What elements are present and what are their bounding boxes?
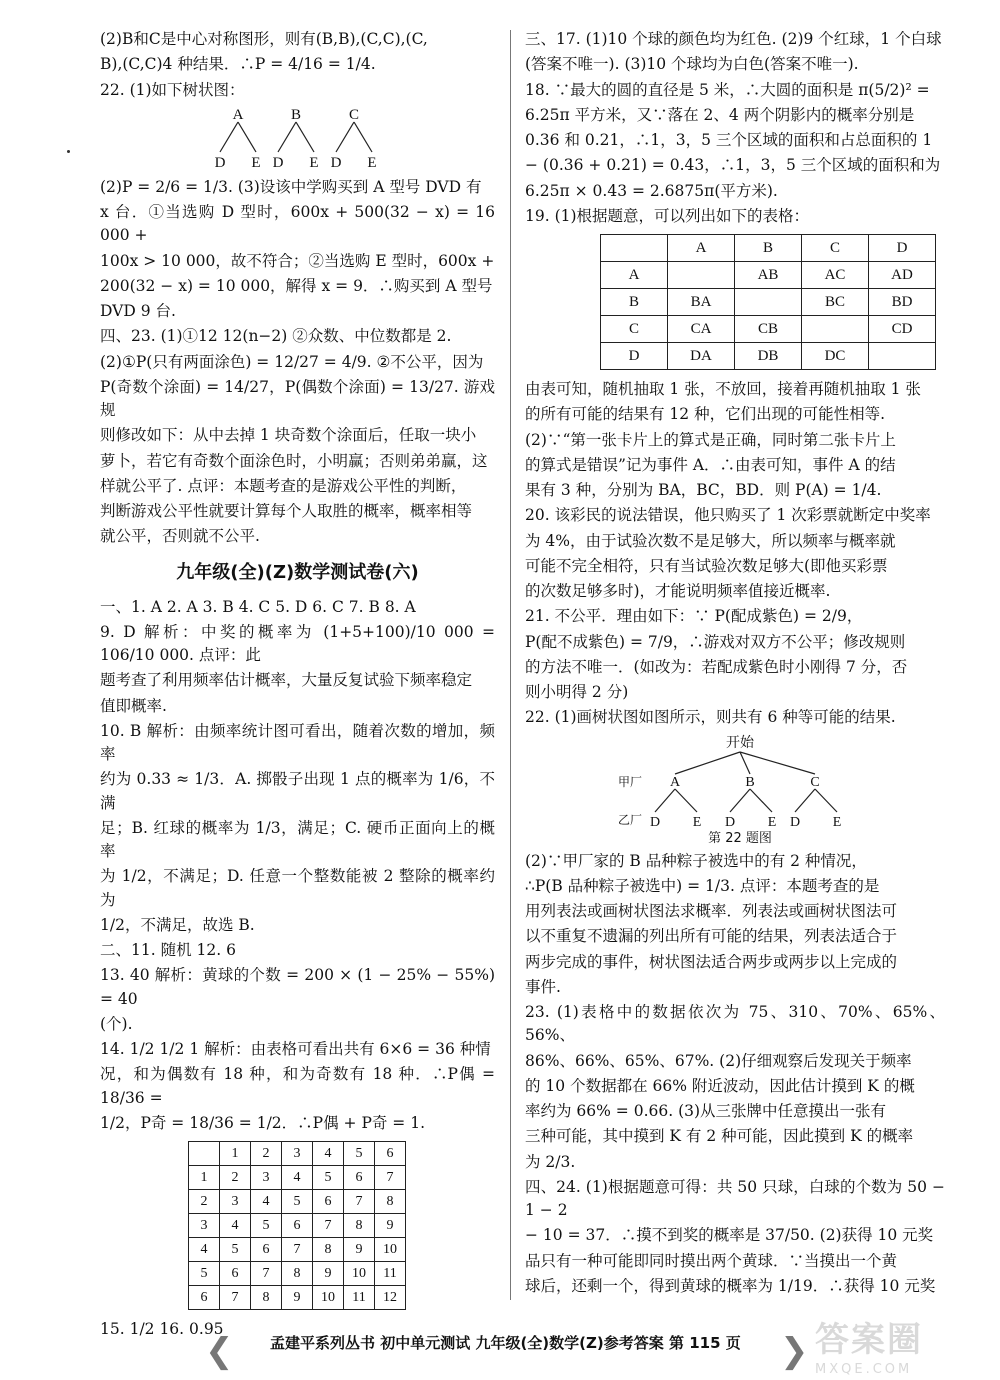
table-cell: 8 <box>313 1238 344 1262</box>
text-line: 可能不完全相符，只有当试验次数足够大(即他买彩票 <box>525 556 888 575</box>
tree-label: 甲厂 <box>617 774 643 789</box>
table-cell <box>802 316 869 343</box>
text-line: 约为 0.33 ≈ 1/3．A. 掷骰子出现 1 点的概率为 1/6，不满 <box>100 770 495 812</box>
table-cell: 8 <box>344 1214 375 1238</box>
table-cell: 7 <box>344 1190 375 1214</box>
text-line: 6.25π 平方米，又∵落在 2、4 两个阴影内的概率分别是 <box>525 105 915 124</box>
tree-node: D <box>789 814 801 830</box>
table-cell: 4 <box>189 1238 220 1262</box>
tree-node: E <box>308 154 319 171</box>
tree-node: C <box>348 106 359 123</box>
text-line: 用列表法或画树状图法求概率．列表法或画树状图法可 <box>525 902 898 920</box>
tree-node: A <box>669 774 681 790</box>
text-line: ∴P(B 品种粽子被选中) = 1/3. 点评：本题考查的是 <box>525 876 880 895</box>
text-line: 22. (1)如下树状图： <box>100 80 245 99</box>
watermark-text: 答案圈 <box>815 1320 923 1360</box>
tree-root: 开始 <box>726 734 754 751</box>
tree-node: D <box>214 154 225 171</box>
tree-node: C <box>810 774 820 790</box>
table-cell: 4 <box>282 1166 313 1190</box>
table-cell: DA <box>668 343 735 370</box>
text-line: (2)①P(只有两面涂色) = 12/27 = 4/9. ②不公平，因为 <box>100 352 484 371</box>
sum-table-14 <box>188 1141 406 1310</box>
table-cell: 10 <box>313 1286 344 1310</box>
table-cell: 11 <box>375 1262 406 1286</box>
table-cell <box>735 289 802 316</box>
tree-node: E <box>832 814 842 830</box>
table-cell: 9 <box>282 1286 313 1310</box>
table-cell: 8 <box>251 1286 282 1310</box>
table-cell: 11 <box>344 1286 375 1310</box>
table-cell: D <box>869 235 936 262</box>
table-cell: 7 <box>282 1238 313 1262</box>
text-line: 6.25π × 0.43 = 2.6875π(平方米). <box>525 181 778 200</box>
table-cell: 7 <box>313 1214 344 1238</box>
text-line: P(配不成紫色) = 7/9，∴游戏对双方不公平；修改规则 <box>525 632 906 651</box>
text-line: 以不重复不遗漏的列出所有可能的结果，列表法适合于 <box>525 927 898 946</box>
table-cell: 9 <box>313 1262 344 1286</box>
table-cell: 4 <box>251 1190 282 1214</box>
table-cell: AC <box>802 262 869 289</box>
text-line: 二、11. 随机 12. 6 <box>100 941 236 959</box>
tree-node: D <box>330 154 341 171</box>
tree-diagram-22-left <box>198 106 398 172</box>
table-cell: 7 <box>251 1262 282 1286</box>
text-line: 200(32 − x) = 10 000，解得 x = 9．∴购买到 A 型号 <box>100 276 493 295</box>
column-divider <box>510 30 511 1300</box>
table-cell: 5 <box>251 1214 282 1238</box>
table-cell: AD <box>869 262 936 289</box>
text-line: 的算式是错误”记为事件 A．∴由表可知，事件 A 的结 <box>525 455 896 474</box>
text-line: 三种可能，其中摸到 K 有 2 种可能，因此摸到 K 的概率 <box>525 1127 914 1146</box>
text-line: (个). <box>100 1014 133 1033</box>
text-line: 9. D 解析：中奖的概率为 (1+5+100)/10 000 = 106/10 000. 点评：此 <box>100 622 495 664</box>
right-column <box>525 28 945 1300</box>
table-cell: A <box>601 262 668 289</box>
text-line: 86%、66%、65%、67%. (2)仔细观察后发现关于频率 <box>525 1051 912 1070</box>
text-line: 为 2/3. <box>525 1152 576 1171</box>
watermark-logo <box>815 1315 985 1375</box>
table-cell: 6 <box>313 1190 344 1214</box>
text-line: (2)B和C是中心对称图形，则有(B,B),(C,C),(C, <box>100 30 428 48</box>
text-line: 1/2，不满足，故选 B. <box>100 915 255 934</box>
table-cell: B <box>601 289 668 316</box>
table-cell: 3 <box>220 1190 251 1214</box>
stray-dot <box>67 150 70 153</box>
text-line: 的所有可能的结果有 12 种，它们出现的可能性相等. <box>525 405 886 424</box>
text-line: 况，和为偶数有 18 种，和为奇数有 18 种．∴P偶 = 18/36 = <box>100 1065 495 1107</box>
text-line: B),(C,C)4 种结果．∴P = 4/16 = 1/4. <box>100 55 376 74</box>
tree-diagram-22-right <box>605 734 865 846</box>
text-line: (2)∵甲厂家的 B 品种粽子被选中的有 2 种情况， <box>525 851 867 870</box>
text-line: 15. 1/2 16. 0.95 <box>100 1320 224 1338</box>
text-line: 题考查了利用频率估计概率，大量反复试验下频率稳定 <box>100 671 473 690</box>
table-cell: 2 <box>251 1142 282 1166</box>
tree-node: B <box>290 106 301 123</box>
table-cell: DC <box>802 343 869 370</box>
table-cell: C <box>802 235 869 262</box>
text-line: 100x > 10 000，故不符合；②当选购 E 型时，600x + <box>100 251 495 270</box>
table-cell: 7 <box>375 1166 406 1190</box>
table-cell: 6 <box>282 1214 313 1238</box>
tree-node: E <box>767 814 777 830</box>
table-cell: 5 <box>189 1262 220 1286</box>
table-cell: 3 <box>189 1214 220 1238</box>
table-cell: 1 <box>189 1166 220 1190</box>
table-cell: 2 <box>189 1190 220 1214</box>
left-arrow-icon: ❮ <box>205 1331 234 1371</box>
text-line: 两步完成的事件，树状图法适合两步或两步以上完成的 <box>525 952 898 971</box>
tree-label: 乙厂 <box>617 812 643 827</box>
watermark-url: MXQE.COM <box>815 1362 913 1377</box>
table-cell: 8 <box>282 1262 313 1286</box>
text-line: 0.36 和 0.21，∴1，3，5 三个区域的面积和占总面积的 1 <box>525 131 933 149</box>
table-cell: CD <box>869 316 936 343</box>
table-cell: 1 <box>220 1142 251 1166</box>
tree-node: E <box>250 154 261 171</box>
text-line: 14. 1/2 1/2 1 解析：由表格可看出共有 6×6 = 36 种情 <box>100 1040 491 1058</box>
text-line: 一、1. A 2. A 3. B 4. C 5. D 6. C 7. B 8. A <box>100 597 416 616</box>
table-cell: 12 <box>375 1286 406 1310</box>
table-cell: 4 <box>220 1214 251 1238</box>
text-line: x 台．①当选购 D 型时，600x + 500(32 − x) = 16 000 + <box>100 203 495 245</box>
tree-node: A <box>232 106 243 123</box>
figure-caption: 第 22 题图 <box>708 830 772 846</box>
tree-node: D <box>649 814 661 830</box>
left-column <box>100 28 495 1343</box>
text-line: 率约为 66% = 0.66. (3)从三张牌中任意摸出一张有 <box>525 1102 887 1120</box>
text-line: 值即概率. <box>100 696 167 715</box>
text-line: (答案不唯一). (3)10 个球均为白色(答案不唯一). <box>525 55 859 74</box>
table-cell: 9 <box>344 1238 375 1262</box>
table-cell: C <box>601 316 668 343</box>
table-cell: 5 <box>220 1238 251 1262</box>
tree-node: D <box>724 814 736 830</box>
table-cell: 5 <box>344 1142 375 1166</box>
tree-node: E <box>366 154 377 171</box>
text-line: 果有 3 种，分别为 BA，BC，BD．则 P(A) = 1/4. <box>525 481 882 499</box>
table-cell: D <box>601 343 668 370</box>
right-arrow-icon: ❯ <box>780 1331 809 1371</box>
text-line: 则修改如下：从中去掉 1 块奇数个涂面后，任取一块小 <box>100 426 477 445</box>
table-cell: 5 <box>282 1190 313 1214</box>
table-cell: DB <box>735 343 802 370</box>
text-line: 的 10 个数据都在 66% 附近波动，因此估计摸到 K 的概 <box>525 1076 915 1095</box>
table-cell: 3 <box>251 1166 282 1190</box>
table-cell: 3 <box>282 1142 313 1166</box>
text-line: 为 4%，由于试验次数不是足够大，所以频率与概率就 <box>525 531 896 550</box>
table-cell: CB <box>735 316 802 343</box>
table-cell: 6 <box>220 1262 251 1286</box>
table-cell: 7 <box>220 1286 251 1310</box>
table-cell: 10 <box>375 1238 406 1262</box>
text-line: 则小明得 2 分) <box>525 683 629 701</box>
table-cell <box>668 262 735 289</box>
text-line: 23. (1)表格中的数据依次为 75、310、70%、65%、56%、 <box>525 1003 945 1045</box>
table-cell: 10 <box>344 1262 375 1286</box>
table-cell: 6 <box>375 1142 406 1166</box>
text-line: 样就公平了. 点评：本题考查的是游戏公平性的判断， <box>100 476 467 495</box>
table-cell: 9 <box>375 1214 406 1238</box>
text-line: (2)∵“第一张卡片上的算式是正确，同时第二张卡片上 <box>525 430 896 449</box>
table-cell: 5 <box>313 1166 344 1190</box>
text-line: 13. 40 解析：黄球的个数 = 200 × (1 − 25% − 55%) = 40 <box>100 966 495 1008</box>
text-line: 就公平，否则就不公平. <box>100 527 260 546</box>
text-line: 球后，还剩一个，得到黄球的概率为 1/19．∴获得 10 元奖 <box>525 1276 936 1295</box>
text-line: 为 1/2，不满足；D. 任意一个整数能被 2 整除的概率约为 <box>100 867 495 909</box>
text-line: 10. B 解析：由频率统计图可看出，随着次数的增加，频率 <box>100 721 495 763</box>
tree-node: B <box>745 774 755 790</box>
text-line: 的方法不唯一．(如改为：若配成紫色时小刚得 7 分，否 <box>525 657 908 676</box>
table-cell: AB <box>735 262 802 289</box>
text-line: − 10 = 37．∴摸不到奖的概率是 37/50. (2)获得 10 元奖 <box>525 1226 934 1245</box>
text-line: 四、24. (1)根据题意可得：共 50 只球，白球的个数为 50 − 1 − 2 <box>525 1177 945 1219</box>
table-cell: B <box>735 235 802 262</box>
text-line: − (0.36 + 0.21) = 0.43，∴1，3，5 三个区域的面积和为 <box>525 156 941 175</box>
text-line: 18. ∵最大的圆的直径是 5 米，∴大圆的面积是 π(5/2)² = <box>525 80 930 99</box>
card-table-19 <box>600 234 936 370</box>
table-cell: BD <box>869 289 936 316</box>
table-cell <box>189 1142 220 1166</box>
text-line: 品只有一种可能即同时摸出两个黄球．∵当摸出一个黄 <box>525 1251 898 1270</box>
text-line: 三、17. (1)10 个球的颜色均为红色. (2)9 个红球，1 个白球 <box>525 30 942 48</box>
text-line: 1/2，P奇 = 18/36 = 1/2．∴P偶 + P奇 = 1. <box>100 1113 426 1132</box>
tree-node: E <box>692 814 702 830</box>
text-line: 由表可知，随机抽取 1 张，不放回，接着再随机抽取 1 张 <box>525 380 921 398</box>
section-title: 九年级(全)(Z)数学测试卷(六) <box>176 561 419 583</box>
text-line: 19. (1)根据题意，可以列出如下的表格： <box>525 206 810 225</box>
text-line: (2)P = 2/6 = 1/3. (3)设该中学购买到 A 型号 DVD 有 <box>100 177 482 196</box>
text-line: 萝卜，若它有奇数个面涂色时，小明赢；否则弟弟赢，这 <box>100 451 488 470</box>
text-line: P(奇数个涂面) = 14/27，P(偶数个涂面) = 13/27. 游戏规 <box>100 377 495 419</box>
text-line: 的次数足够多时)，才能说明频率值接近概率. <box>525 582 831 600</box>
text-line: DVD 9 台. <box>100 302 176 320</box>
text-line: 22. (1)画树状图如图所示，则共有 6 种等可能的结果. <box>525 708 896 727</box>
table-cell: 4 <box>313 1142 344 1166</box>
table-cell: 6 <box>251 1238 282 1262</box>
table-cell: 2 <box>220 1166 251 1190</box>
table-cell: 8 <box>375 1190 406 1214</box>
page-footer: 孟建平系列丛书 初中单元测试 九年级(全)数学(Z)参考答案 第 115 页 <box>270 1334 741 1352</box>
table-cell: BC <box>802 289 869 316</box>
text-line: 四、23. (1)①12 12(n−2) ②众数、中位数都是 2. <box>100 327 452 346</box>
table-cell <box>869 343 936 370</box>
table-cell: BA <box>668 289 735 316</box>
text-line: 事件. <box>525 977 561 996</box>
table-cell: 6 <box>344 1166 375 1190</box>
text-line: 20. 该彩民的说法错误，他只购买了 1 次彩票就断定中奖率 <box>525 506 931 525</box>
table-cell: 6 <box>189 1286 220 1310</box>
text-line: 足；B. 红球的概率为 1/3，满足；C. 硬币正面向上的概率 <box>100 818 495 860</box>
table-cell: A <box>668 235 735 262</box>
table-cell: CA <box>668 316 735 343</box>
table-cell <box>601 235 668 262</box>
tree-node: D <box>272 154 283 171</box>
text-line: 判断游戏公平性就要计算每个人取胜的概率，概率相等 <box>100 502 473 520</box>
text-line: 21. 不公平．理由如下：∵ P(配成紫色) = 2/9， <box>525 607 863 626</box>
